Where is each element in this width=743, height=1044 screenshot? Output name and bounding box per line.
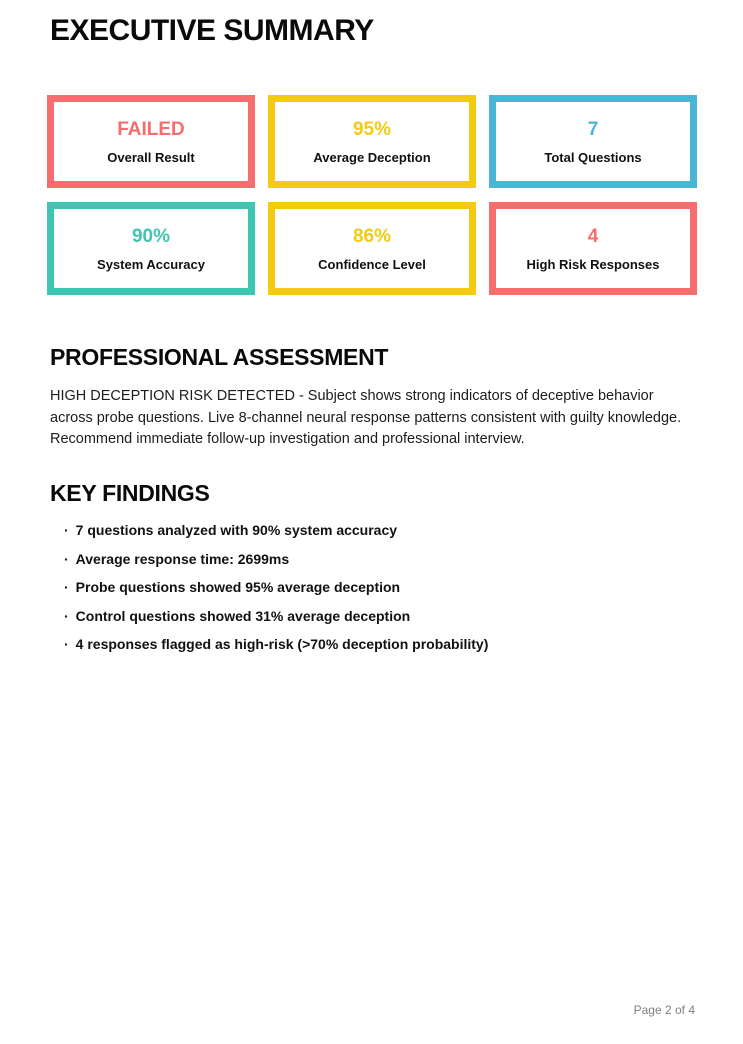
key-finding-item <box>64 637 684 651</box>
key-finding-item <box>64 552 684 566</box>
summary-cards-grid <box>47 95 697 295</box>
summary-card <box>489 202 697 295</box>
summary-card <box>268 95 476 188</box>
summary-card <box>268 202 476 295</box>
key-finding-text: 4 responses flagged as high-risk (>70% deception probability) <box>75 636 489 652</box>
bullet-icon: · <box>64 636 69 652</box>
bullet-icon: · <box>64 579 69 595</box>
key-finding-item <box>64 609 684 623</box>
summary-card-value: 7 <box>587 118 599 140</box>
summary-card-value: 4 <box>587 225 599 247</box>
summary-card-label: Average Deception <box>313 149 431 165</box>
summary-card-label: System Accuracy <box>97 256 205 272</box>
key-finding-item <box>64 523 684 537</box>
page-number: Page 2 of 4 <box>633 1003 695 1017</box>
summary-card-label: High Risk Responses <box>526 256 660 272</box>
key-finding-text: Control questions showed 31% average deception <box>75 607 411 624</box>
summary-card-value: FAILED <box>117 118 185 140</box>
summary-card <box>47 95 255 188</box>
summary-card <box>489 95 697 188</box>
page-title: EXECUTIVE SUMMARY <box>50 14 374 47</box>
summary-card-value: 95% <box>352 118 392 140</box>
summary-card-label: Confidence Level <box>318 256 426 272</box>
summary-card-value: 86% <box>352 225 392 247</box>
summary-card-label: Total Questions <box>544 149 642 165</box>
bullet-icon: · <box>64 550 69 567</box>
professional-assessment-body: HIGH DECEPTION RISK DETECTED - Subject shows strong indicators of deceptive behavior across probe questions. Live 8-channel neural response patterns consistent with guilty knowledge. Recommend immediate follow-up investigation and professional interview. <box>50 388 682 447</box>
bullet-icon: · <box>64 607 69 624</box>
key-finding-text: Probe questions showed 95% average deception <box>75 579 401 595</box>
key-findings-list <box>64 523 684 666</box>
summary-card <box>47 202 255 295</box>
summary-card-label: Overall Result <box>107 149 195 165</box>
key-finding-text: Average response time: 2699ms <box>75 550 290 567</box>
summary-card-value: 90% <box>131 225 171 247</box>
bullet-icon: · <box>64 522 69 538</box>
key-finding-item <box>64 580 684 594</box>
key-findings-heading: KEY FINDINGS <box>50 480 210 506</box>
key-finding-text: 7 questions analyzed with 90% system accuracy <box>75 522 398 538</box>
professional-assessment-heading: PROFESSIONAL ASSESSMENT <box>50 344 389 370</box>
